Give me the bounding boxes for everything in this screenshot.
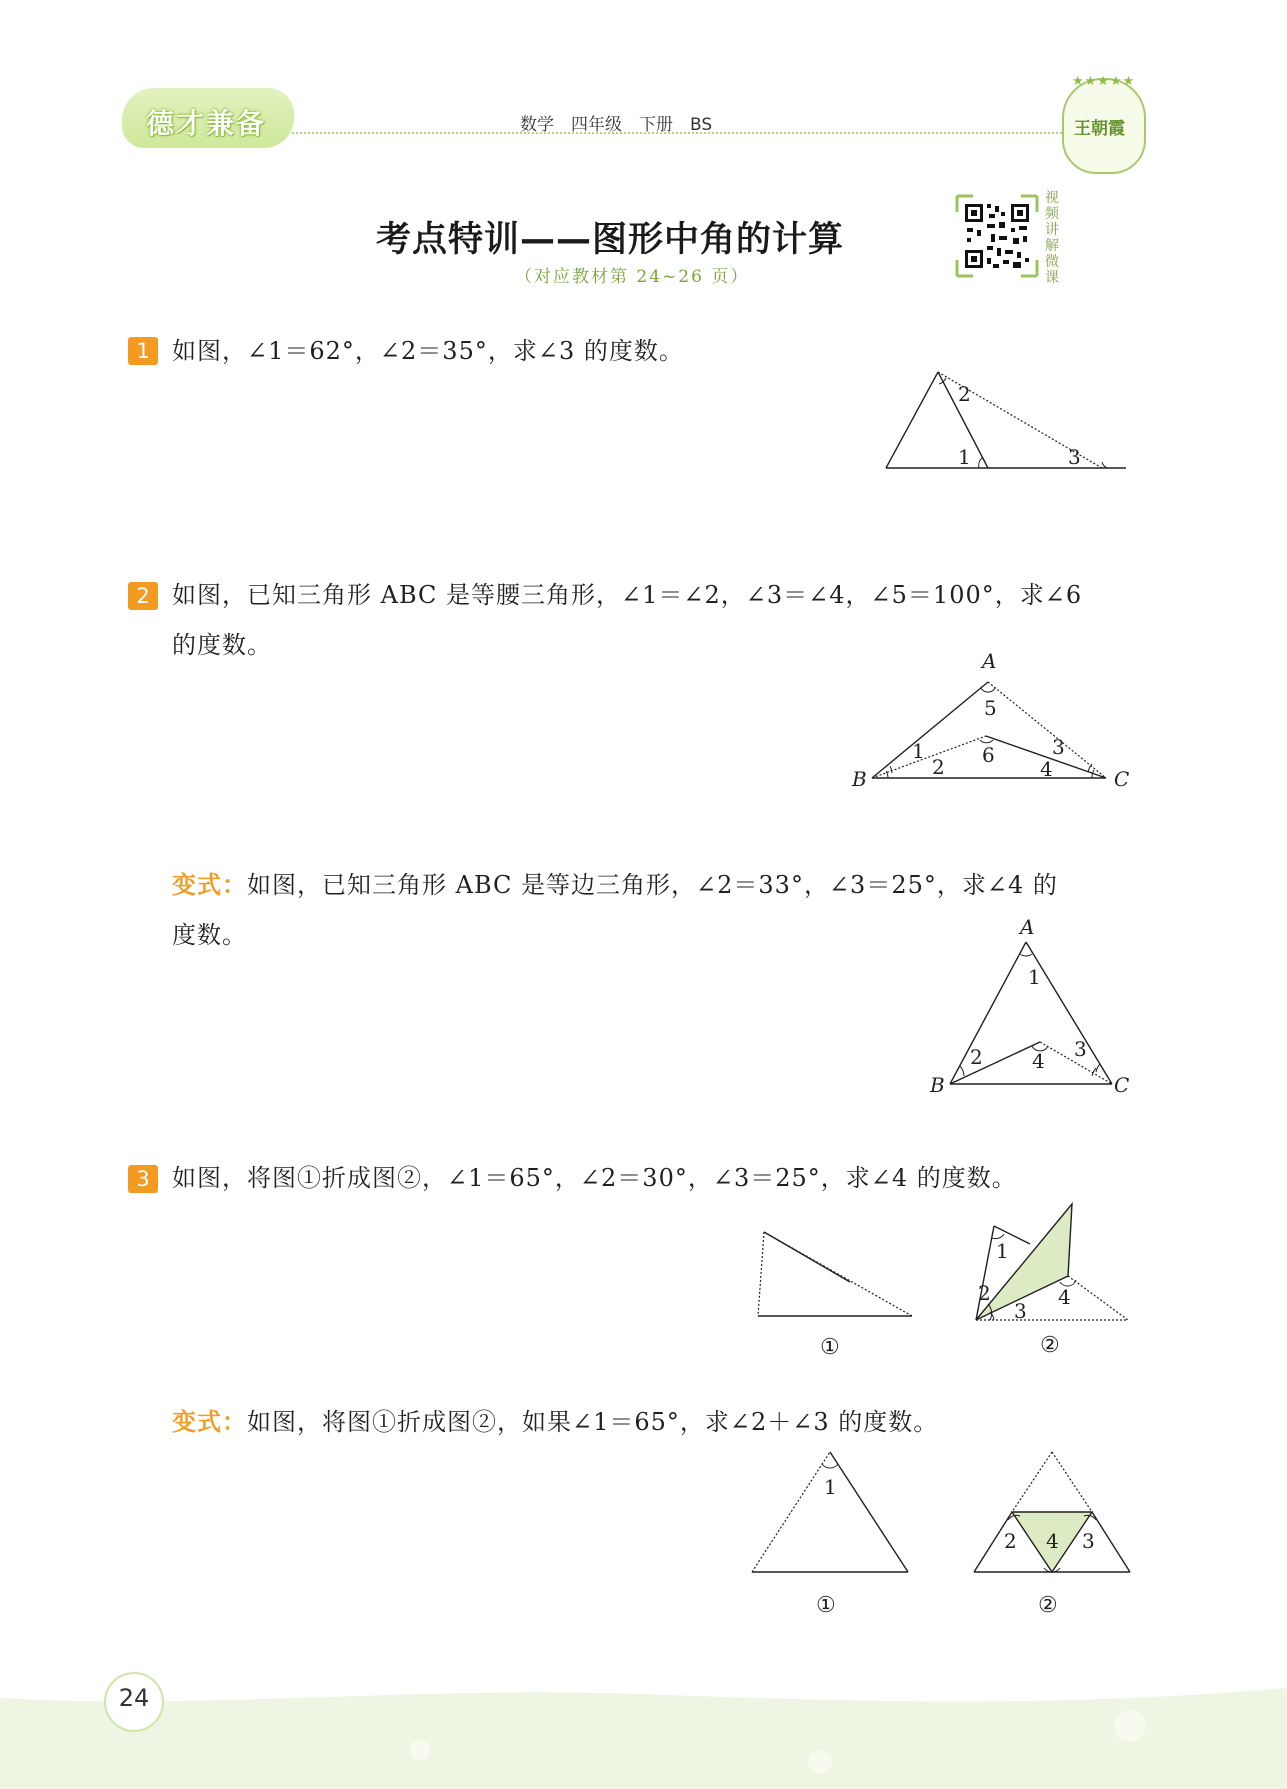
fig1-label-2: 2 xyxy=(958,382,971,406)
qr-label: 视频讲解微课 xyxy=(1045,190,1059,286)
variant-3-label: 变式： xyxy=(172,1408,247,1436)
var2-label-4: 4 xyxy=(1032,1049,1045,1073)
var2-label-2: 2 xyxy=(970,1045,983,1069)
question-3-figure-1 xyxy=(750,1220,920,1360)
variant-2-line-2: 度数。 xyxy=(172,921,247,949)
v3-label-2: 2 xyxy=(1004,1529,1017,1553)
fig2-label-5: 5 xyxy=(984,696,997,720)
variant-3-text: 如图，将图①折成图②，如果∠1＝65°，求∠2＋∠3 的度数。 xyxy=(247,1408,939,1436)
q3-caption-1: ① xyxy=(820,1335,840,1360)
v3-caption-2: ② xyxy=(1038,1593,1058,1614)
page-subtitle: （对应教材第 24~26 页） xyxy=(515,267,750,287)
question-1-figure xyxy=(870,364,1140,476)
question-1-text: 如图，∠1＝62°，∠2＝35°，求∠3 的度数。 xyxy=(172,337,684,365)
question-2-number: 2 xyxy=(128,582,158,610)
q3-label-3: 3 xyxy=(1014,1299,1027,1323)
fig2-label-B: B xyxy=(852,767,867,791)
seal-name: 王朝霞 xyxy=(1074,119,1125,139)
var2-label-B: B xyxy=(930,1073,945,1097)
v3-caption-1: ① xyxy=(816,1593,836,1614)
var2-label-C: C xyxy=(1114,1073,1130,1097)
question-1-number: 1 xyxy=(128,337,158,365)
question-3-number: 3 xyxy=(128,1165,158,1193)
page-title: 考点特训——图形中角的计算 xyxy=(376,220,845,260)
q3-label-2: 2 xyxy=(978,1281,991,1305)
var2-label-A: A xyxy=(1020,918,1035,939)
brand-text: 德才兼备 xyxy=(146,107,267,140)
question-3-figure-2 xyxy=(966,1196,1136,1360)
fig2-label-2: 2 xyxy=(932,755,945,779)
variant-2-text: 如图，已知三角形 ABC 是等边三角形，∠2＝33°，∠3＝25°，求∠4 的 xyxy=(247,871,1058,899)
question-3-text: 如图，将图①折成图②，∠1＝65°，∠2＝30°，∠3＝25°，求∠4 的度数。 xyxy=(172,1164,1017,1192)
fig2-label-1: 1 xyxy=(912,739,925,763)
variant-2-figure xyxy=(924,918,1136,1102)
question-2-line-2: 的度数。 xyxy=(172,631,272,659)
page-number: 24 xyxy=(118,1684,150,1712)
fig2-label-6: 6 xyxy=(982,743,995,767)
question-2-line-1: 如图，已知三角形 ABC 是等腰三角形，∠1＝∠2，∠3＝∠4，∠5＝100°，求∠6 xyxy=(172,581,1083,609)
q3-label-4: 4 xyxy=(1058,1285,1071,1309)
var2-label-3: 3 xyxy=(1074,1037,1087,1061)
fig2-label-3: 3 xyxy=(1052,735,1065,759)
fig2-label-4: 4 xyxy=(1040,757,1053,781)
variant-3-figure-1 xyxy=(744,1444,914,1614)
fig2-label-C: C xyxy=(1114,767,1130,791)
fig1-label-1: 1 xyxy=(958,445,971,469)
v3-label-4: 4 xyxy=(1046,1529,1059,1553)
v3-label-1: 1 xyxy=(824,1475,837,1499)
variant-2-line-1 xyxy=(172,860,1058,910)
q3-label-1: 1 xyxy=(996,1239,1009,1263)
variant-3-figure-2 xyxy=(966,1444,1136,1614)
q3-caption-2: ② xyxy=(1040,1333,1060,1358)
header-subject: 数学 四年级 下册 BS xyxy=(520,115,713,135)
fig2-label-A: A xyxy=(982,649,997,673)
fig1-label-3: 3 xyxy=(1068,445,1081,469)
question-2-figure xyxy=(846,648,1136,794)
footer-wave xyxy=(0,1680,1287,1789)
variant-2-label: 变式： xyxy=(172,871,247,899)
v3-label-3: 3 xyxy=(1082,1529,1095,1553)
qr-code[interactable] xyxy=(955,194,1039,278)
var2-label-1: 1 xyxy=(1028,965,1041,989)
variant-3-line-1 xyxy=(172,1397,938,1447)
seal-stars: ★★★★★ xyxy=(1072,74,1136,89)
